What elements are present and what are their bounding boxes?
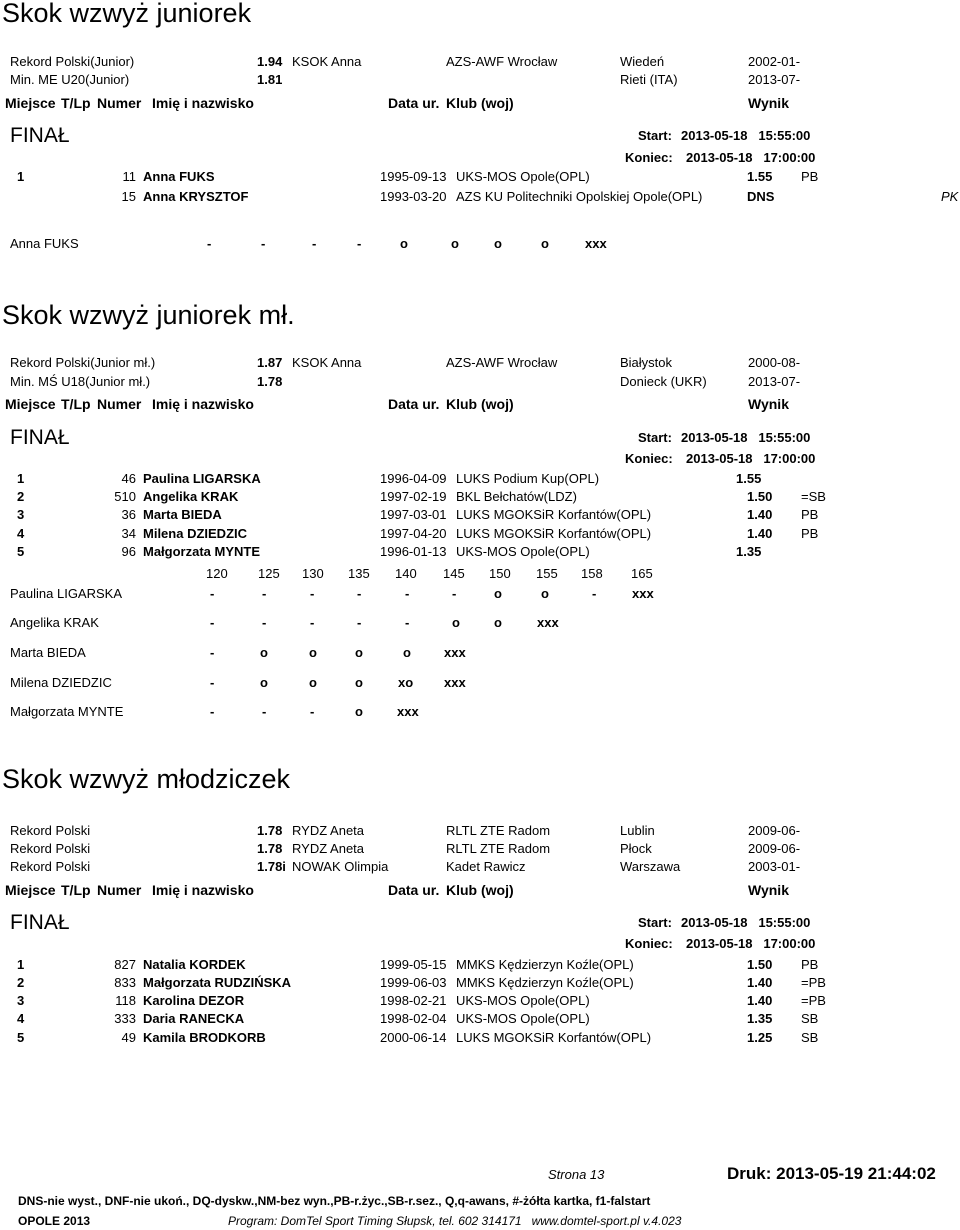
place: 3	[17, 993, 25, 1008]
software-credit: Program: DomTel Sport Timing Słupsk, tel. 602 314171 www.domtel-sport.pl v.4.023	[228, 1214, 682, 1228]
club: LUKS MGOKSiR Korfantów(OPL)	[456, 1030, 652, 1045]
result: 1.25	[747, 1030, 773, 1045]
record-club: RLTL ZTE Radom	[446, 841, 551, 856]
col-wynik: Wynik	[748, 95, 789, 111]
bib-number: 833	[114, 975, 136, 990]
record-holder: KSOK Anna	[292, 355, 362, 370]
attempt-mark: xxx	[397, 704, 419, 719]
record-place: Płock	[620, 841, 652, 856]
attempt-mark: o	[403, 645, 411, 660]
result-note: PB	[801, 526, 819, 541]
club: AZS KU Politechniki Opolskiej Opole(OPL)	[456, 189, 703, 204]
record-place: Białystok	[620, 355, 673, 370]
attempt-mark: -	[261, 236, 266, 251]
record-holder: NOWAK Olimpia	[292, 859, 389, 874]
attempt-mark: -	[310, 704, 315, 719]
col-tlp: T/Lp	[61, 396, 91, 412]
col-imie: Imię i nazwisko	[152, 95, 254, 111]
athlete-name: Karolina DEZOR	[143, 993, 245, 1008]
col-miejsce: Miejsce	[5, 882, 56, 898]
athlete-name: Kamila BRODKORB	[143, 1030, 266, 1045]
record-club: AZS-AWF Wrocław	[446, 54, 558, 69]
record-value: 1.78	[257, 841, 283, 856]
athlete-name: Daria RANECKA	[143, 1011, 245, 1026]
club: MMKS Kędzierzyn Koźle(OPL)	[456, 957, 634, 972]
attempt-mark: -	[207, 236, 212, 251]
club: UKS-MOS Opole(OPL)	[456, 169, 590, 184]
athlete-name: Paulina LIGARSKA	[143, 471, 261, 486]
attempt-mark: xxx	[632, 586, 654, 601]
col-miejsce: Miejsce	[5, 95, 56, 111]
club: UKS-MOS Opole(OPL)	[456, 544, 590, 559]
result: 1.40	[747, 993, 773, 1008]
athlete-name: Anna FUKS	[143, 169, 215, 184]
result: 1.40	[747, 975, 773, 990]
record-date: 2000-08-	[748, 355, 801, 370]
col-wynik: Wynik	[748, 882, 789, 898]
athlete-name: Milena DZIEDZIC	[143, 526, 248, 541]
result: DNS	[747, 189, 775, 204]
result: 1.55	[747, 169, 773, 184]
birth-date: 1997-02-19	[380, 489, 447, 504]
result-note: SB	[801, 1011, 819, 1026]
col-numer: Numer	[97, 882, 142, 898]
record-club: RLTL ZTE Radom	[446, 823, 551, 838]
end-label: Koniec:	[625, 150, 673, 165]
col-tlp: T/Lp	[61, 95, 91, 111]
attempt-athlete: Milena DZIEDZIC	[10, 675, 112, 690]
birth-date: 1996-01-13	[380, 544, 447, 559]
result: 1.35	[736, 544, 762, 559]
height-label: 155	[536, 566, 558, 581]
record-label: Rekord Polski	[10, 823, 91, 838]
place: 1	[17, 471, 25, 486]
attempt-mark: o	[494, 586, 502, 601]
bib-number: 333	[114, 1011, 136, 1026]
col-klub: Klub (woj)	[446, 396, 514, 412]
attempt-mark: -	[210, 586, 215, 601]
start-label: Start:	[638, 430, 672, 445]
record-value: 1.87	[257, 355, 283, 370]
attempt-mark: -	[262, 586, 267, 601]
record-place: Donieck (UKR)	[620, 374, 707, 389]
start-time: 2013-05-18 15:55:00	[681, 430, 811, 445]
attempt-athlete: Marta BIEDA	[10, 645, 86, 660]
bib-number: 96	[121, 544, 136, 559]
attempt-mark: o	[309, 675, 317, 690]
athlete-name: Anna KRYSZTOF	[143, 189, 249, 204]
attempt-mark: o	[355, 675, 363, 690]
start-time: 2013-05-18 15:55:00	[681, 915, 811, 930]
final-label: FINAŁ	[10, 911, 70, 934]
athlete-name: Natalia KORDEK	[143, 957, 246, 972]
attempt-mark: o	[355, 645, 363, 660]
attempt-mark: -	[357, 615, 362, 630]
start-time: 2013-05-18 15:55:00	[681, 128, 811, 143]
record-value: 1.81	[257, 72, 283, 87]
record-label: Rekord Polski(Junior mł.)	[10, 355, 156, 370]
place: 2	[17, 489, 25, 504]
athlete-name: Małgorzata RUDZIŃSKA	[143, 975, 292, 990]
height-label: 130	[302, 566, 324, 581]
bib-number: 46	[121, 471, 136, 486]
record-date: 2009-06-	[748, 841, 801, 856]
result-note: PB	[801, 957, 819, 972]
col-imie: Imię i nazwisko	[152, 396, 254, 412]
place: 1	[17, 957, 25, 972]
club: UKS-MOS Opole(OPL)	[456, 993, 590, 1008]
athlete-name: Marta BIEDA	[143, 507, 222, 522]
final-label: FINAŁ	[10, 426, 70, 449]
end-time: 2013-05-18 17:00:00	[686, 150, 816, 165]
attempt-athlete: Małgorzata MYNTE	[10, 704, 124, 719]
record-label: Rekord Polski	[10, 841, 91, 856]
attempt-mark: o	[494, 236, 502, 251]
record-value: 1.78	[257, 823, 283, 838]
attempt-mark: o	[494, 615, 502, 630]
attempt-athlete: Anna FUKS	[10, 236, 79, 251]
result-note: =PB	[801, 993, 826, 1008]
attempt-mark: o	[541, 586, 549, 601]
attempt-mark: -	[210, 645, 215, 660]
col-imie: Imię i nazwisko	[152, 882, 254, 898]
record-place: Wiedeń	[620, 54, 665, 69]
record-date: 2002-01-	[748, 54, 801, 69]
result: 1.40	[747, 507, 773, 522]
bib-number: 15	[121, 189, 136, 204]
bib-number: 36	[121, 507, 136, 522]
record-place: Rieti (ITA)	[620, 72, 678, 87]
height-label: 120	[206, 566, 228, 581]
attempt-mark: o	[400, 236, 408, 251]
record-date: 2013-07-	[748, 72, 801, 87]
club: BKL Bełchatów(LDZ)	[456, 489, 577, 504]
record-value: 1.78i	[257, 859, 286, 874]
result-note: PB	[801, 169, 819, 184]
club: MMKS Kędzierzyn Koźle(OPL)	[456, 975, 634, 990]
col-klub: Klub (woj)	[446, 95, 514, 111]
attempt-mark: -	[262, 615, 267, 630]
result: 1.40	[747, 526, 773, 541]
col-tlp: T/Lp	[61, 882, 91, 898]
result: 1.50	[747, 957, 773, 972]
club: LUKS Podium Kup(OPL)	[456, 471, 600, 486]
col-wynik: Wynik	[748, 396, 789, 412]
height-label: 158	[581, 566, 603, 581]
place: 1	[17, 169, 25, 184]
bib-number: 34	[121, 526, 136, 541]
record-place: Lublin	[620, 823, 655, 838]
col-miejsce: Miejsce	[5, 396, 56, 412]
attempt-mark: -	[405, 615, 410, 630]
birth-date: 1999-06-03	[380, 975, 447, 990]
birth-date: 2000-06-14	[380, 1030, 447, 1045]
record-date: 2013-07-	[748, 374, 801, 389]
record-date: 2009-06-	[748, 823, 801, 838]
start-label: Start:	[638, 128, 672, 143]
attempt-mark: -	[262, 704, 267, 719]
attempt-mark: xxx	[585, 236, 607, 251]
attempt-mark: -	[452, 586, 457, 601]
col-data: Data ur.	[388, 95, 440, 111]
record-value: 1.94	[257, 54, 283, 69]
record-label: Rekord Polski(Junior)	[10, 54, 135, 69]
attempt-mark: -	[405, 586, 410, 601]
height-label: 145	[443, 566, 465, 581]
result-note: PB	[801, 507, 819, 522]
place: 5	[17, 1030, 25, 1045]
page-number: Strona 13	[548, 1167, 605, 1182]
result-extra: PK	[941, 189, 959, 204]
attempt-mark: -	[357, 236, 362, 251]
birth-date: 1998-02-04	[380, 1011, 447, 1026]
bib-number: 510	[114, 489, 136, 504]
birth-date: 1997-04-20	[380, 526, 447, 541]
col-data: Data ur.	[388, 396, 440, 412]
bib-number: 49	[121, 1030, 136, 1045]
attempt-mark: o	[260, 645, 268, 660]
bib-number: 118	[115, 993, 136, 1008]
start-label: Start:	[638, 915, 672, 930]
height-label: 135	[348, 566, 370, 581]
place: 5	[17, 544, 25, 559]
section-title: Skok wzwyż juniorek mł.	[2, 300, 295, 330]
section-title: Skok wzwyż młodziczek	[2, 764, 291, 794]
result-note: SB	[801, 1030, 819, 1045]
print-timestamp: Druk: 2013-05-19 21:44:02	[727, 1164, 936, 1183]
event-name: OPOLE 2013	[18, 1214, 91, 1228]
end-label: Koniec:	[625, 936, 673, 951]
attempt-mark: -	[310, 586, 315, 601]
height-label: 165	[631, 566, 653, 581]
athlete-name: Angelika KRAK	[143, 489, 239, 504]
birth-date: 1995-09-13	[380, 169, 447, 184]
attempt-mark: -	[592, 586, 597, 601]
bib-number: 827	[114, 957, 136, 972]
place: 4	[17, 1011, 25, 1026]
col-numer: Numer	[97, 396, 142, 412]
record-holder: KSOK Anna	[292, 54, 362, 69]
record-label: Min. MŚ U18(Junior mł.)	[10, 374, 151, 389]
result-note: =PB	[801, 975, 826, 990]
result: 1.35	[747, 1011, 773, 1026]
club: UKS-MOS Opole(OPL)	[456, 1011, 590, 1026]
height-label: 150	[489, 566, 511, 581]
club: LUKS MGOKSiR Korfantów(OPL)	[456, 526, 652, 541]
section-title: Skok wzwyż juniorek	[2, 0, 252, 28]
attempt-mark: xxx	[537, 615, 559, 630]
result: 1.55	[736, 471, 762, 486]
attempt-athlete: Angelika KRAK	[10, 615, 99, 630]
height-label: 125	[258, 566, 280, 581]
birth-date: 1998-02-21	[380, 993, 447, 1008]
col-data: Data ur.	[388, 882, 440, 898]
end-label: Koniec:	[625, 451, 673, 466]
col-numer: Numer	[97, 95, 142, 111]
footer-legend: DNS-nie wyst., DNF-nie ukoń., DQ-dyskw.,NM-bez wyn.,PB-r.życ.,SB-r.sez., Q,q-awans, #-żółta kartka, f1-falstart	[18, 1194, 651, 1208]
height-label: 140	[395, 566, 417, 581]
attempt-mark: -	[210, 615, 215, 630]
place: 4	[17, 526, 25, 541]
record-club: Kadet Rawicz	[446, 859, 526, 874]
attempt-mark: o	[260, 675, 268, 690]
record-club: AZS-AWF Wrocław	[446, 355, 558, 370]
attempt-mark: xxx	[444, 645, 466, 660]
attempt-mark: -	[357, 586, 362, 601]
club: LUKS MGOKSiR Korfantów(OPL)	[456, 507, 652, 522]
birth-date: 1996-04-09	[380, 471, 447, 486]
attempt-mark: -	[310, 615, 315, 630]
attempt-mark: o	[309, 645, 317, 660]
attempt-mark: -	[210, 675, 215, 690]
col-klub: Klub (woj)	[446, 882, 514, 898]
athlete-name: Małgorzata MYNTE	[143, 544, 261, 559]
bib-number: 11	[122, 169, 136, 184]
record-place: Warszawa	[620, 859, 681, 874]
end-time: 2013-05-18 17:00:00	[686, 936, 816, 951]
birth-date: 1997-03-01	[380, 507, 447, 522]
attempt-mark: o	[541, 236, 549, 251]
attempt-athlete: Paulina LIGARSKA	[10, 586, 123, 601]
final-label: FINAŁ	[10, 124, 70, 147]
birth-date: 1999-05-15	[380, 957, 447, 972]
attempt-mark: -	[312, 236, 317, 251]
result: 1.50	[747, 489, 773, 504]
attempt-mark: o	[452, 615, 460, 630]
attempt-mark: o	[451, 236, 459, 251]
record-date: 2003-01-	[748, 859, 801, 874]
attempt-mark: o	[355, 704, 363, 719]
record-holder: RYDZ Aneta	[292, 823, 365, 838]
attempt-mark: xxx	[444, 675, 466, 690]
place: 2	[17, 975, 25, 990]
record-label: Rekord Polski	[10, 859, 91, 874]
end-time: 2013-05-18 17:00:00	[686, 451, 816, 466]
attempt-mark: -	[210, 704, 215, 719]
birth-date: 1993-03-20	[380, 189, 447, 204]
record-value: 1.78	[257, 374, 283, 389]
place: 3	[17, 507, 25, 522]
attempt-mark: xo	[398, 675, 414, 690]
record-holder: RYDZ Aneta	[292, 841, 365, 856]
result-note: =SB	[801, 489, 826, 504]
record-label: Min. ME U20(Junior)	[10, 72, 130, 87]
